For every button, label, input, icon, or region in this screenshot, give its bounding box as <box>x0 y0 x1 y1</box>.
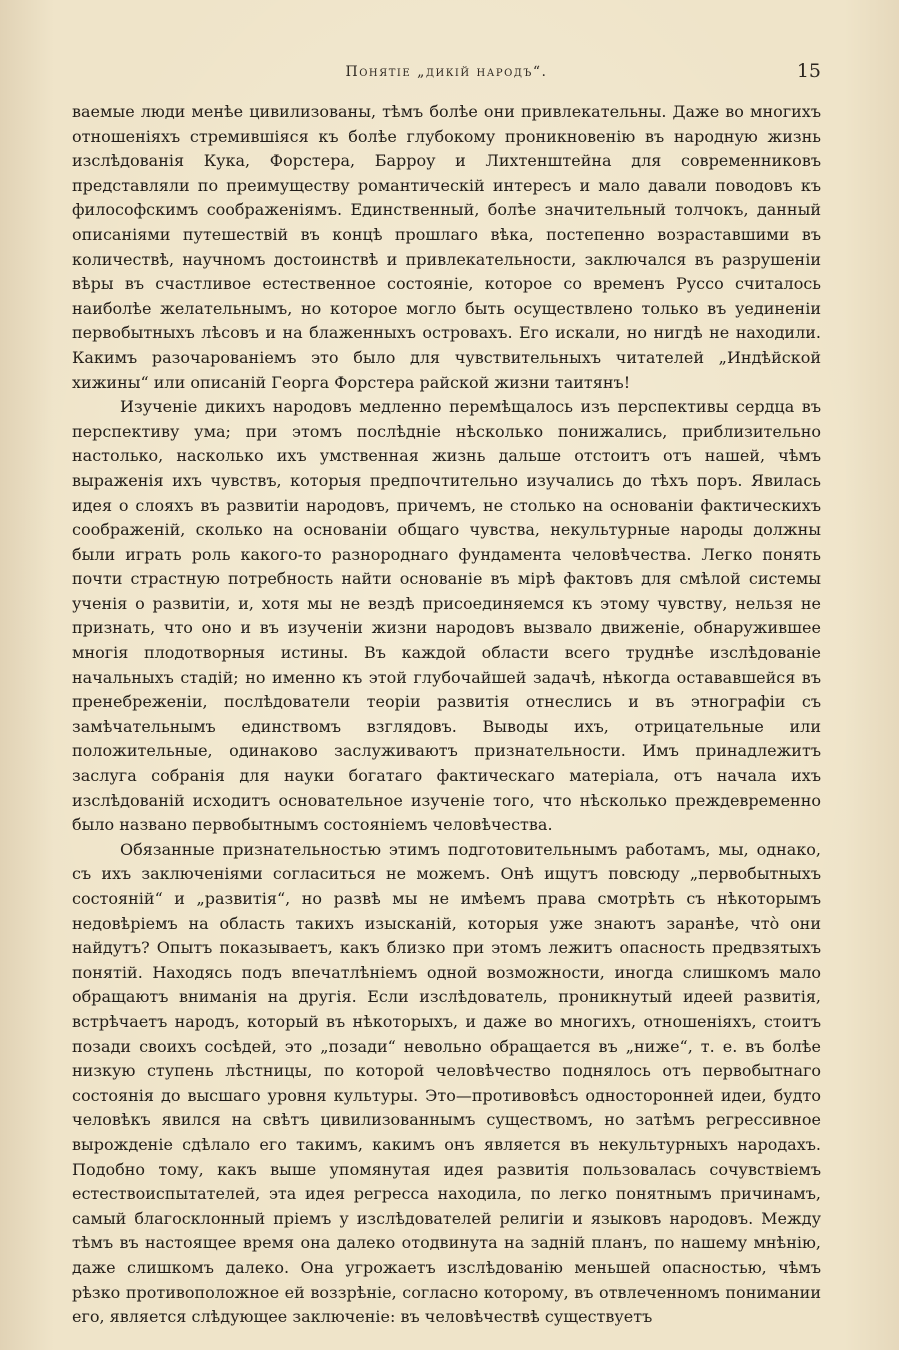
body-text <box>72 100 821 1330</box>
paragraph-2: Изученiе дикихъ народовъ медленно перемѣщалось изъ перспективы сердца въ перспективу ума; при этомъ послѣднiе нѣсколько понижались, приблизительно настолько, насколько ихъ умственная жизнь дальше отстоитъ отъ нашей, чѣмъ выраженiя ихъ чувствъ, которыя предпочтительно изучались до тѣхъ поръ. Явилась идея о слояхъ въ развитiи народовъ, причемъ, не столько на основанiи фактическихъ соображенiй, сколько на основанiи общаго чувства, некультурные народы должны были играть роль какого-то разнороднаго фундамента человѣчества. Легко понять почти страстную потребность найти основанiе въ мiрѣ фактовъ для смѣлой системы ученiя о развитiи, и, хотя мы не вездѣ присоединяемся къ этому чувству, нельзя не признать, что оно и въ изученiи жизни народовъ вызвало движенiе, обнаружившее многiя плодотворныя истины. Въ каждой области всего труднѣе изслѣдованiе начальныхъ стадiй; но именно къ этой глубочайшей задачѣ, нѣкогда остававшейся въ пренебреженiи, послѣдователи теорiи развитiя отнеслись и въ этнографiи съ замѣчательнымъ единствомъ взглядовъ. Выводы ихъ, отрицательные или положительные, одинаково заслуживаютъ признательности. Имъ принадлежитъ заслуга собранiя для науки богатаго фактическаго матерiала, отъ начала ихъ изслѣдованiй исходитъ основательное изученiе того, что нѣсколько преждевременно было названо первобытнымъ состоянiемъ человѣчества. <box>72 397 821 835</box>
running-title: Понятiе „дикiй народъ“. <box>345 64 548 80</box>
paragraph-1: ваемые люди менѣе цивилизованы, тѣмъ болѣе они привлекательны. Даже во многихъ отношенiяхъ стремившiяся къ болѣе глубокому проникновенiю въ народную жизнь изслѣдованiя Кука, Форстера, Барроу и Лихтенштейна для современниковъ представляли по преимуществу романтическiй интересъ и мало давали поводовъ къ философскимъ соображенiямъ. Единственный, болѣе значительный толчокъ, данный описанiями путешествiй въ концѣ прошлаго вѣка, постепенно возраставшими въ количествѣ, научномъ достоинствѣ и привлекательности, заключался въ разрушенiи вѣры въ счастливое естественное состоянiе, которое со временъ Руссо считалось наиболѣе желательнымъ, но которое могло быть осуществлено только въ уединенiи первобытныхъ лѣсовъ и на блаженныхъ островахъ. Его искали, но нигдѣ не находили. Какимъ разочарованiемъ это было для чувствительныхъ читателей „Индѣйской хижины“ или описанiй Георга Форстера райской жизни таитянъ! <box>72 102 821 392</box>
paragraph-3: Обязанные признательностью этимъ подготовительнымъ работамъ, мы, однако, съ ихъ заключенiями согласиться не можемъ. Онѣ ищутъ повсюду „первобытныхъ состоянiй“ и „развитiя“, но развѣ мы не имѣемъ права смотрѣть съ нѣкоторымъ недовѣрiемъ на область такихъ изысканiй, которыя уже знаютъ заранѣе, что̀ они найдутъ? Опытъ показываетъ, какъ близко при этомъ лежитъ опасность предвзятыхъ понятiй. Находясь подъ впечатлѣнiемъ одной возможности, иногда слишкомъ мало обращаютъ вниманiя на другiя. Если изслѣдователь, проникнутый идеей развитiя, встрѣчаетъ народъ, который въ нѣкоторыхъ, и даже во многихъ, отношенiяхъ, стоитъ позади своихъ сосѣдей, это „позади“ невольно обращается въ „ниже“, т. е. въ болѣе низкую ступень лѣстницы, по которой человѣчество поднялось отъ первобытнаго состоянiя до высшаго уровня культуры. Это—противовѣсъ односторонней идеи, будто человѣкъ явился на свѣтъ цивилизованнымъ существомъ, но затѣмъ регрессивное вырожденiе сдѣлало его такимъ, какимъ онъ является въ некультурныхъ народахъ. Подобно тому, какъ выше упомянутая идея развитiя пользовалась сочувствiемъ естествоиспытателей, эта идея регресса находила, по легко понятнымъ причинамъ, самый благосклонный прiемъ у изслѣдователей религiи и языковъ народовъ. Между тѣмъ въ настоящее время она далеко отодвинута на заднiй планъ, по нашему мнѣнiю, даже слишкомъ далеко. Она угрожаетъ изслѣдованiю меньшей опасностью, чѣмъ рѣзко противоположное ей воззрѣнiе, согласно которому, въ отвлеченномъ понимании его, является слѣдующее заключенiе: въ человѣчествѣ существуетъ <box>72 839 821 1327</box>
page-number: 15 <box>796 60 821 82</box>
page-header <box>72 60 821 90</box>
